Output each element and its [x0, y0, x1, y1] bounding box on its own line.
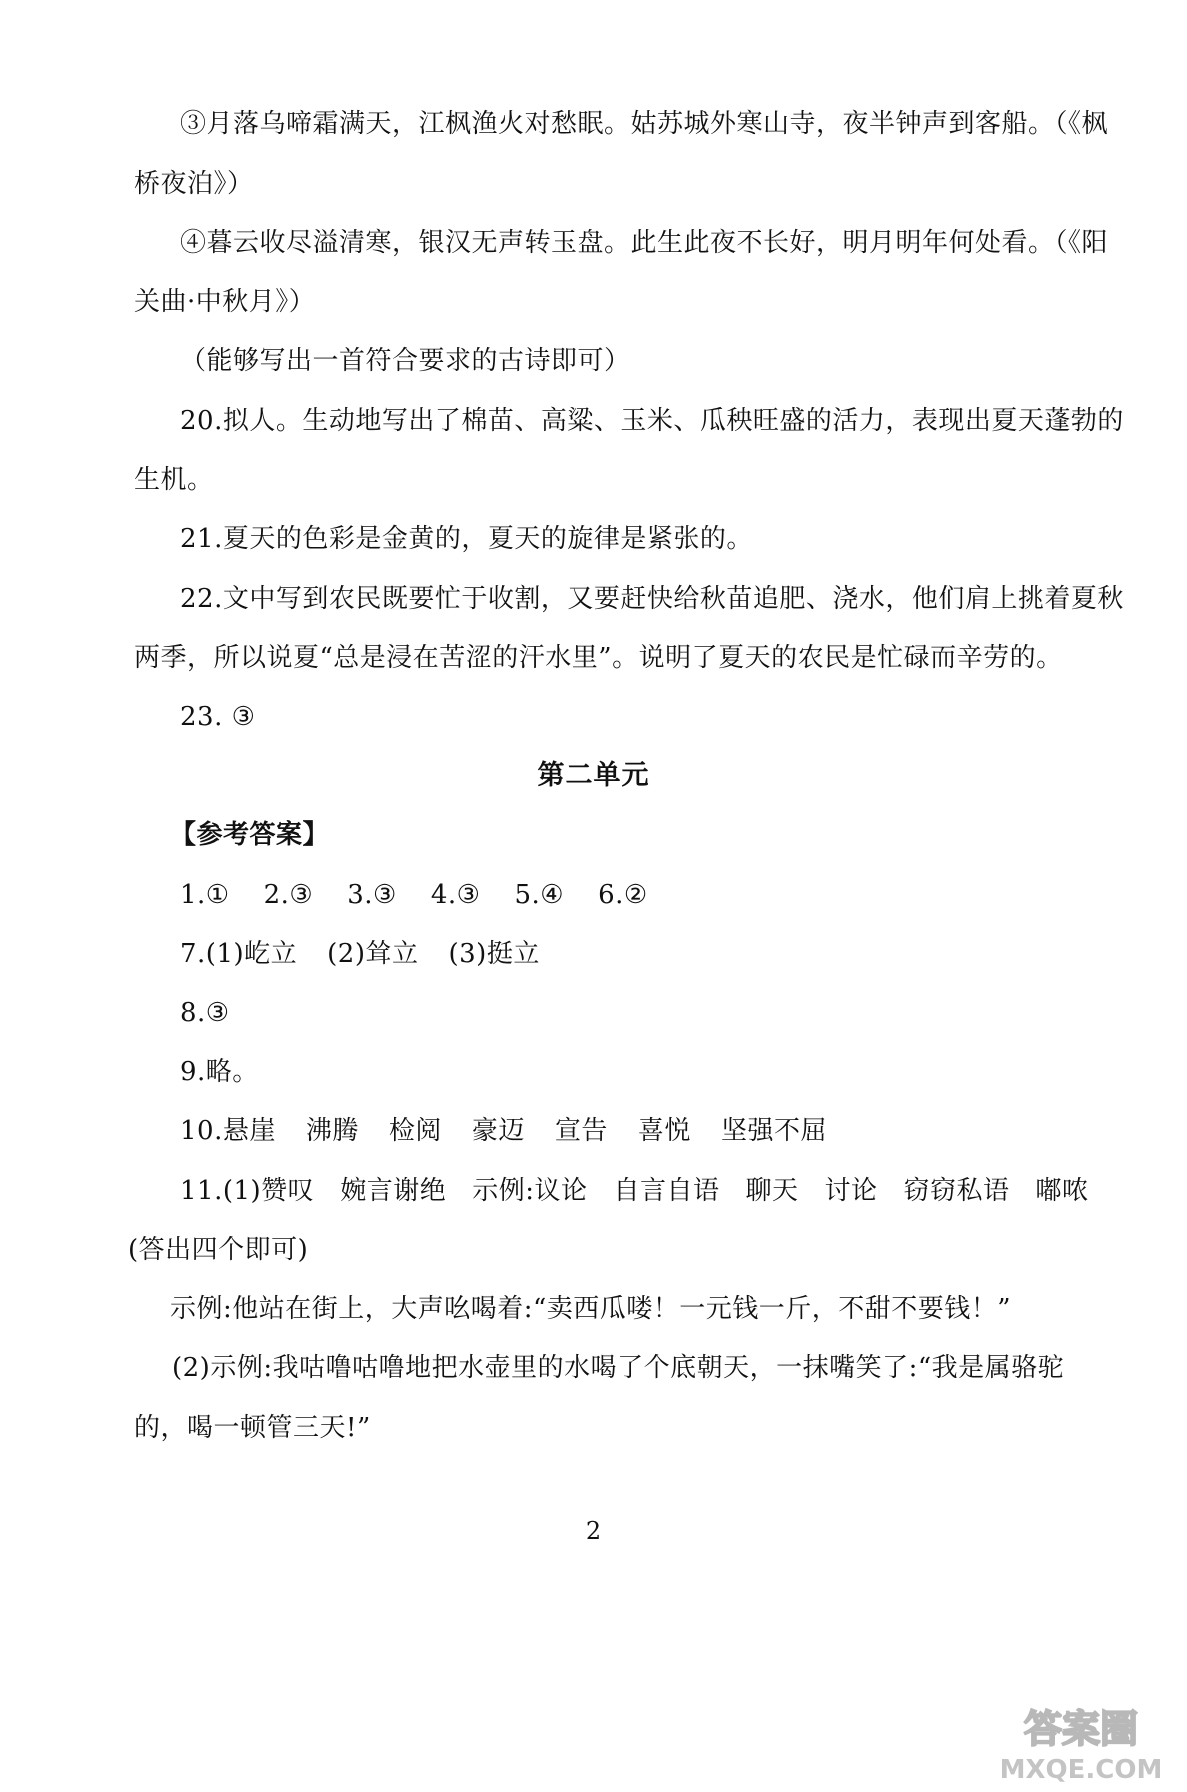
watermark-bottom-text: MXQE.COM: [999, 1755, 1163, 1785]
q10-word: 坚强不屈: [720, 1116, 827, 1146]
q7-part-2: (2)耸立: [327, 939, 419, 969]
q10-word: 豪迈: [471, 1116, 525, 1146]
q10-word: 沸腾: [305, 1116, 359, 1146]
q10-word: 喜悦: [637, 1116, 691, 1146]
q22-line-2: 两季，所以说夏“总是浸在苦涩的汗水里”。说明了夏天的农民是忙碌而辛劳的。: [134, 643, 1063, 673]
q10-word: 10.悬崖: [180, 1116, 276, 1146]
section-title: 第二单元: [537, 760, 650, 791]
q21-answer: 21.夏天的色彩是金黄的，夏天的旋律是紧张的。: [180, 524, 753, 554]
q20-line-1: 20.拟人。生动地写出了棉苗、高粱、玉米、瓜秧旺盛的活力，表现出夏天蓬勃的: [180, 406, 1124, 436]
q10-word: 检阅: [388, 1116, 442, 1146]
q9-answer: 9.略。: [180, 1057, 259, 1087]
q11-note: (答出四个即可): [128, 1235, 309, 1265]
q11-word: 婉言谢绝: [340, 1176, 447, 1206]
q7-part-1: 7.(1)屹立: [180, 939, 298, 969]
page-number: 2: [585, 1517, 602, 1545]
answer-label: 【参考答案】: [170, 820, 330, 850]
q6-answer: 6.②: [598, 880, 648, 910]
poem-4-line-1: ④暮云收尽溢清寒，银汉无声转玉盘。此生此夜不长好，明月明年何处看。（《阳: [180, 228, 1109, 258]
q10-word: 宣告: [554, 1116, 608, 1146]
q11-word: 自言自语: [613, 1176, 720, 1206]
q5-answer: 5.④: [514, 880, 565, 910]
q3-answer: 3.③: [347, 880, 397, 910]
watermark-logo: [981, 1700, 1181, 1786]
q10-answers: [180, 1111, 827, 1151]
q11-word: 聊天: [745, 1176, 799, 1206]
q11-word: 窃窃私语: [903, 1176, 1010, 1206]
q11-word: 嘟哝: [1035, 1176, 1089, 1206]
q22-line-1: 22.文中写到农民既要忙于收割，又要赶快给秋苗追肥、浇水，他们肩上挑着夏秋: [180, 584, 1124, 614]
watermark-top-text: 答案圈: [1023, 1707, 1139, 1751]
q11-words: [180, 1171, 1089, 1211]
q2-answer: 2.③: [263, 880, 314, 910]
q1-6-answers: [180, 875, 648, 915]
poem-3-line-2: 桥夜泊》）: [134, 169, 254, 199]
q11-2-line-2: 的，喝一顿管三天!”: [134, 1413, 371, 1443]
q23-answer: 23. ③: [180, 702, 256, 732]
q7-part-3: (3)挺立: [448, 939, 540, 969]
q7-answers: [180, 934, 540, 974]
q11-word: 示例:议论: [472, 1176, 588, 1206]
q11-word: 11.(1)赞叹: [180, 1176, 315, 1206]
poem-note: （能够写出一首符合要求的古诗即可）: [180, 346, 631, 376]
q11-2-line-1: (2)示例:我咕噜咕噜地把水壶里的水喝了个底朝天，一抹嘴笑了:“我是属骆驼: [172, 1353, 1065, 1383]
q8-answer: 8.③: [180, 998, 230, 1028]
q1-answer: 1.①: [180, 880, 230, 910]
poem-4-line-2: 关曲·中秋月》）: [134, 287, 316, 317]
q11-word: 讨论: [824, 1176, 878, 1206]
q4-answer: 4.③: [430, 880, 481, 910]
q20-line-2: 生机。: [134, 465, 214, 495]
q11-example: 示例:他站在街上，大声吆喝着:“卖西瓜喽！一元钱一斤，不甜不要钱！”: [170, 1294, 1012, 1324]
poem-3-line-1: ③月落乌啼霜满天，江枫渔火对愁眠。姑苏城外寒山寺，夜半钟声到客船。（《枫: [180, 109, 1109, 139]
